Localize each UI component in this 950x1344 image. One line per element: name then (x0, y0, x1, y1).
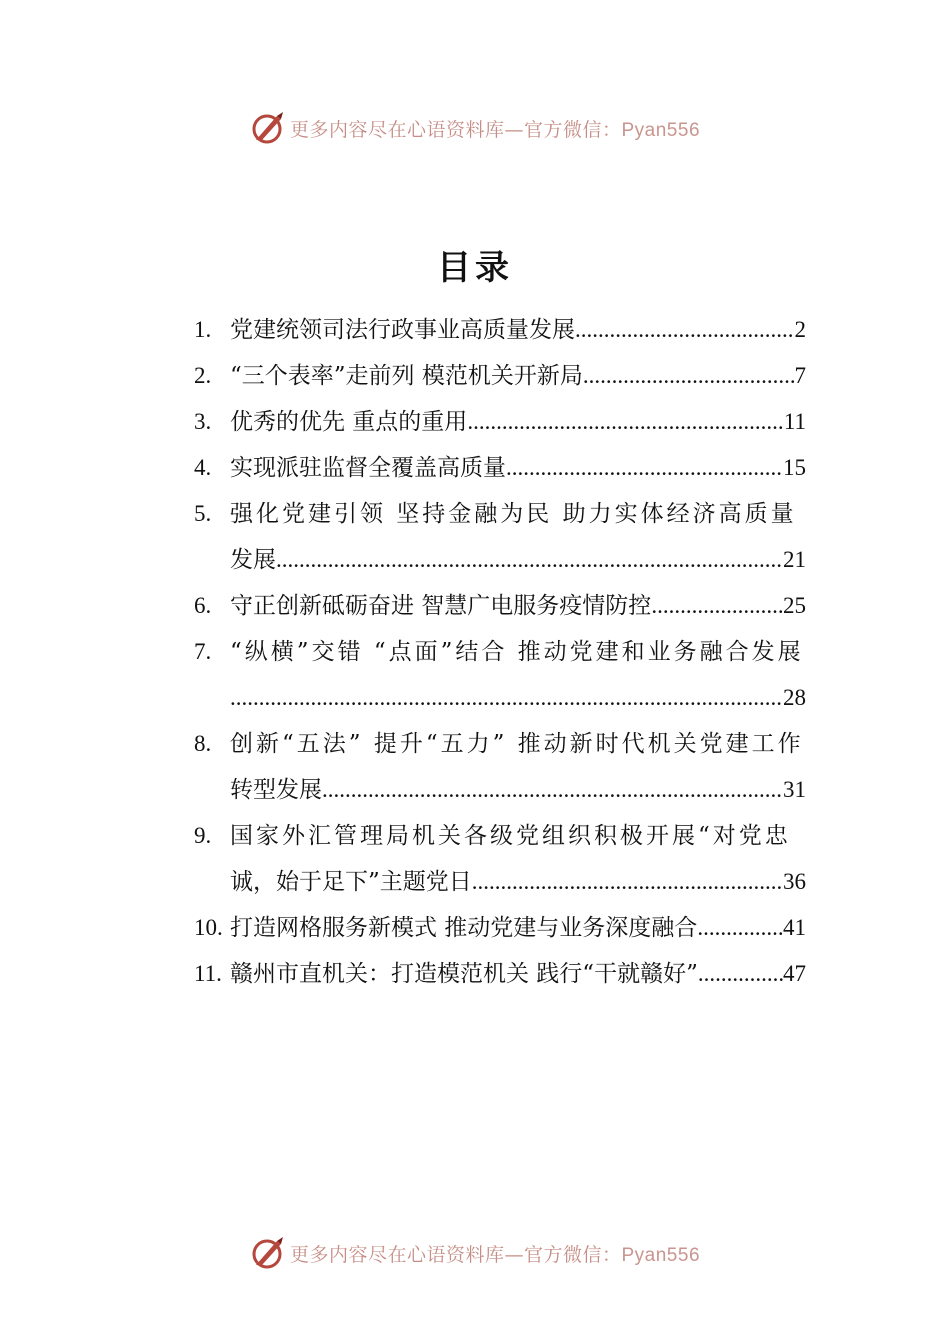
toc-entry-title: 守正创新砥砺奋进 智慧广电服务疫情防控 (230, 593, 652, 619)
toc-entry-line (194, 491, 806, 537)
banner-text: 更多内容尽在心语资料库—官方微信： (289, 1243, 622, 1266)
toc-entry-number: 11. (194, 961, 222, 986)
dot-leader (467, 399, 784, 445)
toc-entry[interactable] (194, 721, 806, 813)
toc-entry-title: 强化党建引领 坚持金融为民 助力实体经济高质量 (230, 501, 797, 527)
toc-page-number: 11 (783, 409, 806, 434)
toc-entry[interactable] (194, 905, 806, 951)
toc-entry[interactable] (194, 399, 806, 445)
toc-entry[interactable] (194, 951, 806, 997)
toc-entry-line (194, 905, 806, 951)
quill-pen-logo-icon (250, 1235, 286, 1271)
toc-entry-line (194, 353, 806, 399)
toc-page-number: 36 (783, 869, 806, 894)
toc-entry-number: 7. (194, 639, 212, 664)
toc-entry[interactable] (194, 307, 806, 353)
toc-entry-number: 1. (194, 317, 212, 342)
toc-entry-line (194, 813, 806, 859)
header-banner (0, 106, 950, 150)
dot-leader (583, 353, 795, 399)
toc-page-number: 41 (783, 915, 806, 940)
toc-entry-number: 8. (194, 731, 212, 756)
toc-page-number: 25 (783, 593, 806, 618)
toc-entry-number: 10. (194, 915, 223, 940)
toc-entry-title: 创新“五法” 提升“五力” 推动新时代机关党建工作 (230, 731, 804, 757)
toc-entry-number: 6. (194, 593, 212, 618)
dot-leader (322, 767, 783, 813)
dot-leader (698, 951, 783, 997)
toc-entry-line (194, 399, 806, 445)
quill-pen-logo-icon (250, 110, 286, 146)
toc-entry-line (194, 629, 806, 675)
toc-entry[interactable] (194, 583, 806, 629)
wechat-id: Pyan556 (621, 119, 701, 141)
toc-entry-number: 3. (194, 409, 212, 434)
dot-leader (230, 675, 783, 721)
toc-entry-title: “三个表率”走前列 模范机关开新局 (230, 363, 583, 389)
toc-entry-line (194, 721, 806, 767)
toc-entry[interactable] (194, 353, 806, 399)
toc-entry-title: 打造网格服务新模式 推动党建与业务深度融合 (230, 915, 698, 941)
toc-entry-title: 赣州市直机关：打造模范机关 践行“干就赣好” (230, 961, 698, 987)
dot-leader (651, 583, 783, 629)
footer-banner (0, 1231, 950, 1275)
toc-page-number: 47 (783, 961, 806, 986)
dot-leader (506, 445, 783, 491)
table-of-contents (194, 307, 806, 997)
toc-entry[interactable] (194, 629, 806, 721)
toc-entry[interactable] (194, 445, 806, 491)
toc-entry-number: 9. (194, 823, 212, 848)
toc-entry-number: 5. (194, 501, 212, 526)
toc-page-number: 21 (783, 547, 806, 572)
toc-entry-number: 4. (194, 455, 212, 480)
toc-entry[interactable] (194, 813, 806, 905)
toc-entry-line (194, 583, 806, 629)
dot-leader (472, 859, 783, 905)
page-title: 目录 (437, 248, 513, 288)
toc-page-number: 15 (783, 455, 806, 480)
toc-entry-title: 国家外汇管理局机关各级党组织积极开展“对党忠 (230, 823, 791, 849)
toc-entry-number: 2. (194, 363, 212, 388)
toc-entry-title: 党建统领司法行政事业高质量发展 (230, 317, 575, 343)
wechat-id: Pyan556 (621, 1244, 701, 1266)
toc-entry-title: 转型发展 (230, 777, 322, 803)
toc-page-number: 31 (783, 777, 806, 802)
toc-entry-line (194, 951, 806, 997)
toc-entry-line (194, 445, 806, 491)
dot-leader (575, 307, 795, 353)
toc-page-number: 7 (794, 363, 806, 388)
toc-entry-line (194, 537, 806, 583)
toc-page-number: 2 (794, 317, 806, 342)
dot-leader (276, 537, 783, 583)
toc-entry-title: 优秀的优先 重点的重用 (230, 409, 468, 435)
toc-entry-line (194, 675, 806, 721)
toc-page-number: 28 (783, 685, 806, 710)
banner-text: 更多内容尽在心语资料库—官方微信： (289, 118, 622, 141)
toc-entry-title: 诚，始于足下”主题党日 (230, 869, 472, 895)
toc-entry-line (194, 307, 806, 353)
toc-entry-title: 发展 (230, 547, 276, 573)
toc-entry[interactable] (194, 491, 806, 583)
toc-entry-title: “纵横”交错 “点面”结合 推动党建和业务融合发展 (230, 639, 804, 665)
toc-entry-title: 实现派驻监督全覆盖高质量 (230, 455, 506, 481)
dot-leader (697, 905, 783, 951)
toc-entry-line (194, 859, 806, 905)
toc-entry-line (194, 767, 806, 813)
